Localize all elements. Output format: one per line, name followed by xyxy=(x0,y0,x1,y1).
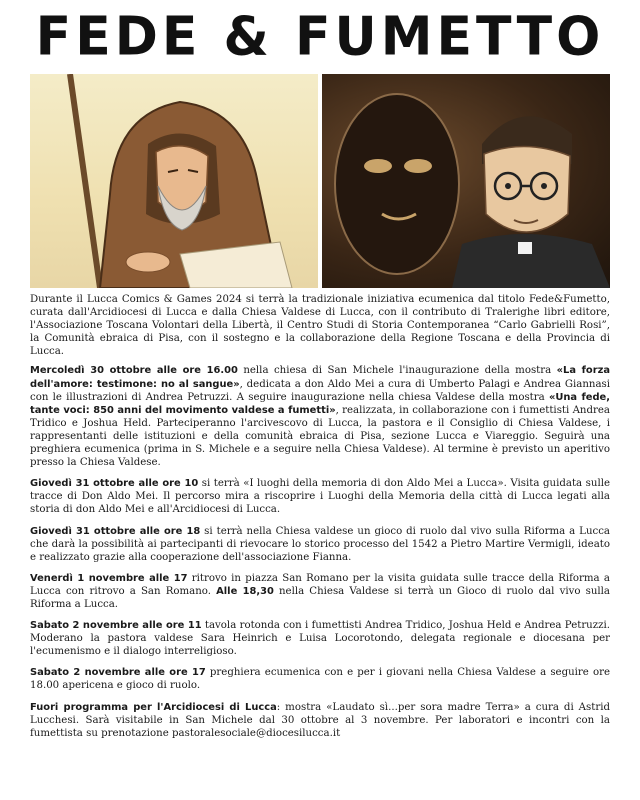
event-paragraph: Sabato 2 novembre alle ore 11 tavola rotonda con i fumettisti Andrea Tridico, Joshua Held e Andrea Petruzzi. Moderano la pastora valdese Sara Heinrich e Luisa Locorotondo, delegata regionale e diocesana per l'ecumenismo e il dialogo interreligioso. xyxy=(30,620,610,658)
event-paragraph: Giovedì 31 ottobre alle ore 18 si terrà nella Chiesa valdese un gioco di ruolo dal vivo sulla Riforma a Lucca che darà la possibilità ai partecipanti di rievocare lo storico processo del 1542 a Pietro Martire Vermigli, ideato e realizzato grazie alla cooperazione dell'associazione Fianna. xyxy=(30,525,610,563)
page-title: FEDE & FUMETTO xyxy=(35,6,605,68)
event-when: Sabato 2 novembre alle ore 11 xyxy=(30,620,202,632)
priest-illustration xyxy=(322,74,610,288)
monk-drawing xyxy=(30,74,318,288)
event-paragraph: Mercoledì 30 ottobre alle ore 16.00 nella chiesa di San Michele l'inaugurazione della mostra «La forza dell'amore: testimone: no al sangue», dedicata a don Aldo Mei a cura di Umberto Palagi e Andrea Giannasi con le illustrazioni di Andrea Petruzzi. A seguire inaugurazione nella chiesa Valdese della mostra «Una fede, tante voci: 850 anni del movimento valdese a fumetti», realizzata, in collaborazione con i fumettisti Andrea Tridico e Joshua Held. Parteciperanno l'arcivescovo di Lucca, la pastora e il Consiglio di Chiesa Valdese, i rappresentanti delle istituzioni e della comunità ebraica di Pisa, sezione Lucca e Viareggio. Seguirà una preghiera ecumenica (prima in S. Michele e a seguire nella Chiesa Valdese). Al termine è previsto un aperitivo presso la Chiesa Valdese. xyxy=(30,365,611,469)
monk-illustration xyxy=(30,74,318,288)
event-when: Alle 18,30 xyxy=(216,585,274,597)
event-when: Sabato 2 novembre alle ore 17 xyxy=(30,667,206,679)
priest-drawing xyxy=(322,74,610,288)
event-when: Giovedì 31 ottobre alle ore 18 xyxy=(30,525,201,537)
event-paragraph: Giovedì 31 ottobre alle ore 10 si terrà «I luoghi della memoria di don Aldo Mei a Lucca». Visita guidata sulle tracce di Don Aldo Mei. Il percorso mira a riscoprire i Luoghi della Memoria della città di Lucca legati alla storia di don Aldo Mei e all'Arcidiocesi di Lucca. xyxy=(30,478,610,516)
event-paragraph: Sabato 2 novembre alle ore 17 preghiera ecumenica con e per i giovani nella Chiesa Valdese a seguire ore 18.00 apericena e gioco di ruolo. xyxy=(30,667,610,692)
exhibition-title: «La forza dell'amore: testimone: no al sangue» xyxy=(30,365,610,390)
exhibition-title: «Una fede, tante voci: 850 anni del movimento valdese a fumetti» xyxy=(30,391,611,416)
article-body xyxy=(30,293,610,748)
event-paragraph: Venerdì 1 novembre alle 17 ritrovo in piazza San Romano per la visita guidata sulle tracce della Riforma a Lucca con ritrovo a San Romano. Alle 18,30 nella Chiesa Valdese si terrà un Gioco di ruolo dal vivo sulla Riforma a Lucca. xyxy=(30,572,610,610)
event-when: Mercoledì 30 ottobre alle ore 16.00 xyxy=(30,365,238,377)
event-when: Fuori programma per l'Arcidiocesi di Lucca xyxy=(30,701,277,713)
event-when: Giovedì 31 ottobre alle ore 10 xyxy=(30,478,199,490)
event-paragraph: Fuori programma per l'Arcidiocesi di Lucca: mostra «Laudato sì...per sora madre Terra» a cura di Astrid Lucchesi. Sarà visitabile in San Michele dal 30 ottobre al 3 novembre. Per laboratori e incontri con la fumettista su prenotazione pastoralesociale@diocesilucca.it xyxy=(30,701,611,739)
event-when: Venerdì 1 novembre alle 17 xyxy=(30,572,188,584)
intro-paragraph: Durante il Lucca Comics & Games 2024 si terrà la tradizionale iniziativa ecumenica dal titolo Fede&Fumetto, curata dall'Arcidiocesi di Lucca e dalla Chiesa Valdese di Lucca, con il contributo di Tralerighe libri editore, l'Associazione Toscana Volontari della Libertà, il Centro Studi di Storia Contemporanea “Carlo Gabrielli Rosi”, la Comunità ebraica di Pisa, con il sostegno e la collaborazione della Regione Toscana e della Provincia di Lucca. xyxy=(30,294,610,358)
hero-images xyxy=(30,74,610,288)
